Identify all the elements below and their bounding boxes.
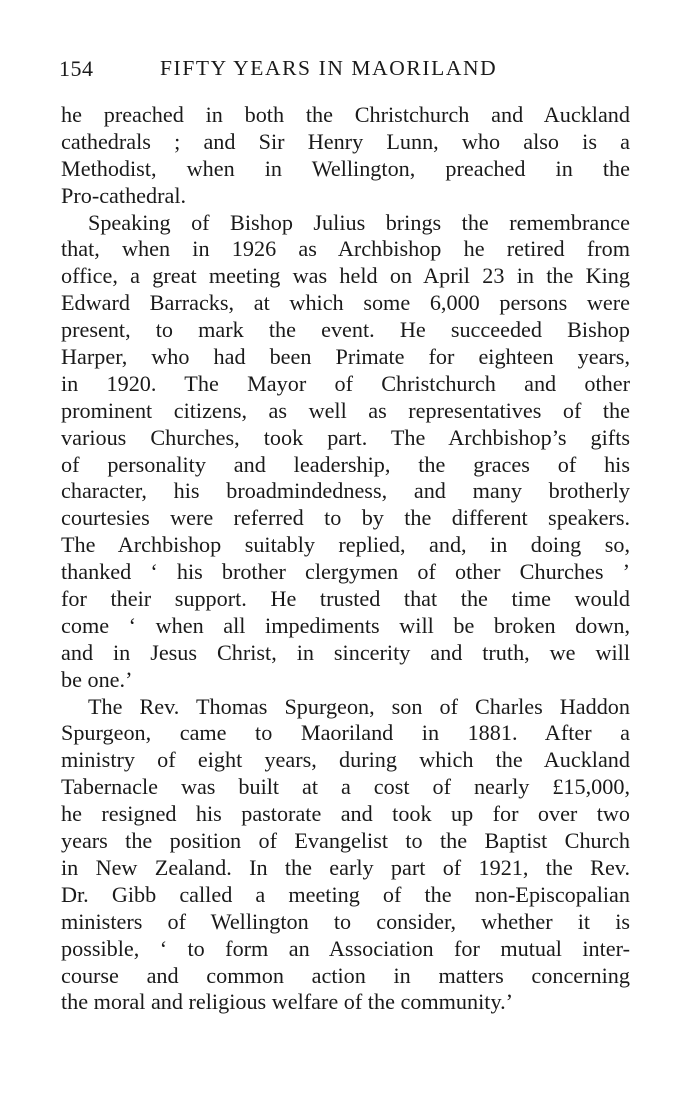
text-line: of personality and leadership, the graces of his: [61, 451, 630, 477]
text-line: ministers of Wellington to consider, whether it is: [61, 908, 630, 934]
text-line: years the position of Evangelist to the Baptist Church: [61, 828, 630, 854]
text-line: he resigned his pastorate and took up for over two: [61, 801, 630, 827]
text-line: and in Jesus Christ, in sincerity and truth, we will: [61, 639, 630, 665]
page-number: 154: [59, 56, 94, 81]
body-text: [61, 102, 630, 1016]
text-line: come ‘ when all impediments will be broken down,: [61, 612, 630, 638]
text-line: for their support. He trusted that the time would: [61, 586, 630, 612]
text-line: in New Zealand. In the early part of 1921, the Rev.: [61, 854, 630, 880]
text-line: Speaking of Bishop Julius brings the remembrance: [88, 209, 630, 235]
text-line: the moral and religious welfare of the community.’: [61, 989, 514, 1015]
text-line: possible, ‘ to form an Association for mutual inter-: [61, 935, 630, 961]
page-header: [59, 56, 639, 90]
text-line: Methodist, when in Wellington, preached in the: [61, 155, 630, 181]
text-line: in 1920. The Mayor of Christchurch and other: [61, 370, 630, 396]
text-line: Dr. Gibb called a meeting of the non-Episcopalian: [61, 881, 630, 907]
text-line: Pro-cathedral.: [61, 182, 187, 208]
text-line: Harper, who had been Primate for eighteen years,: [61, 344, 630, 370]
text-line: character, his broadmindedness, and many brotherly: [61, 478, 630, 504]
text-line: present, to mark the event. He succeeded Bishop: [61, 317, 630, 343]
text-line: cathedrals ; and Sir Henry Lunn, who also is a: [61, 128, 630, 154]
text-line: The Rev. Thomas Spurgeon, son of Charles Haddon: [88, 693, 630, 719]
text-line: that, when in 1926 as Archbishop he retired from: [61, 236, 630, 262]
text-line: he preached in both the Christchurch and Auckland: [61, 102, 630, 127]
text-line: Edward Barracks, at which some 6,000 persons were: [61, 290, 630, 316]
text-line: Spurgeon, came to Maoriland in 1881. After a: [61, 720, 630, 746]
text-line: The Archbishop suitably replied, and, in doing so,: [61, 532, 630, 558]
running-title: FIFTY YEARS IN MAORILAND: [160, 56, 498, 80]
text-line: ministry of eight years, during which the Auckland: [61, 747, 630, 773]
text-line: course and common action in matters concerning: [61, 962, 630, 988]
text-line: prominent citizens, as well as representatives of the: [61, 397, 630, 423]
text-line: be one.’: [61, 666, 133, 692]
text-line: office, a great meeting was held on April 23 in the King: [61, 263, 630, 289]
text-line: various Churches, took part. The Archbishop’s gifts: [61, 424, 630, 450]
text-line: courtesies were referred to by the different speakers.: [61, 505, 630, 531]
text-line: Tabernacle was built at a cost of nearly £15,000,: [61, 774, 630, 800]
text-line: thanked ‘ his brother clergymen of other Churches ’: [61, 559, 630, 585]
